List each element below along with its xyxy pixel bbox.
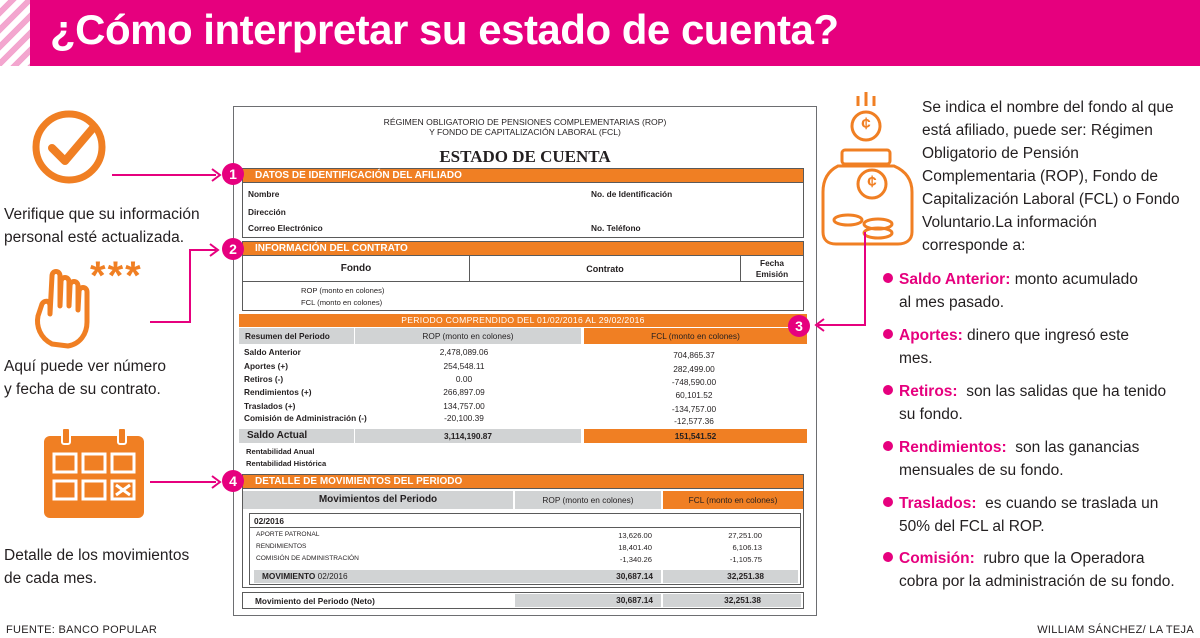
regimen-line-1: RÉGIMEN OBLIGATORIO DE PENSIONES COMPLEMENTARIAS (ROP) [383,117,667,127]
definition-text-line-2: mes. [899,350,933,367]
resumen-row-label: Comisión de Administración (-) [244,413,367,423]
coin-symbol-top: ¢ [861,114,871,133]
resumen-row-fcl: -748,590.00 [671,377,717,387]
coin-symbol-jar: ¢ [867,172,877,191]
left-text-3 [4,544,189,590]
resumen-row-label: Traslados (+) [244,401,296,411]
right-intro-line-6: Voluntario.La información [922,214,1097,231]
neto-rop-cell [515,594,661,607]
asterisks-text: *** [90,254,143,298]
hand-password-icon [28,254,168,350]
sec4-fcl-header: FCL (monto en colones) [688,495,778,505]
definition-term: Saldo Anterior: [899,271,1011,288]
definition-item [883,547,1195,593]
definition-item [883,380,1195,426]
movement-row-label: RENDIMIENTOS [256,543,307,550]
calendar-icon [40,426,150,521]
resumen-row-label: Retiros (-) [244,374,284,384]
fcl-header: FCL (monto en colones) [651,331,740,341]
nombre-label: Nombre [248,189,280,199]
rentabilidad-historica-label: Rentabilidad Histórica [246,459,327,468]
movement-row-label: APORTE PATRONAL [256,531,320,538]
footer-author: WILLIAM SÁNCHEZ/ LA TEJA [1037,624,1194,636]
arrow-head-icon [210,475,222,494]
neto-fcl-cell [663,594,801,607]
definition-term: Retiros: [899,383,958,400]
page-title: ¿Cómo interpretar su estado de cuenta? [50,6,839,53]
bullet-dot-icon [883,497,893,507]
rop-header-cell [355,328,581,344]
right-intro-line-4: Complementaria (ROP), Fondo de [922,168,1159,185]
bullet-dot-icon [883,385,893,395]
coin-jar-icon [820,92,915,252]
rentabilidad-anual-label: Rentabilidad Anual [246,447,315,456]
month-label: 02/2016 [254,516,284,526]
left-text-3-line-1: Detalle de los movimientos [4,547,190,564]
resumen-row-rop: -20,100.39 [444,413,484,423]
left-text-1-line-2: personal esté actualizada. [4,229,185,246]
resumen-row-label: Aportes (+) [244,361,289,371]
section-4-header: DETALLE DE MOVIMIENTOS DEL PERIODO [242,474,804,489]
definition-text-line-1: son las salidas que ha tenido [957,383,1167,400]
estado-de-cuenta-document [233,106,817,616]
resumen-row-rop: 0.00 [455,374,473,384]
movement-row-rop: 13,626.00 [618,531,652,540]
movimientos-inner-box [249,513,801,585]
contrato-header: Contrato [586,264,624,274]
right-intro-line-1: Se indica el nombre del fondo al que [922,99,1174,116]
footer-source: FUENTE: BANCO POPULAR [6,624,158,636]
bullet-dot-icon [883,273,893,283]
definition-text-line-1: son las ganancias [1006,439,1140,456]
definition-text-line-2: cobra por la administración de su fondo. [899,573,1175,590]
correo-label: Correo Electrónico [248,223,323,233]
resumen-header-cell [239,328,354,344]
resumen-row-label: Saldo Anterior [244,347,301,357]
right-intro-line-5: Capitalización Laboral (FCL) o Fondo [922,191,1180,208]
arrow-line-2 [150,240,225,325]
arrow-head-icon [210,168,222,187]
section-2-header: INFORMACIÓN DEL CONTRATO [242,241,804,256]
saldo-actual-label: Saldo Actual [247,430,308,441]
definition-text-line-1: rubro que la Operadora [974,550,1145,567]
periodo-text: PERIODO COMPRENDIDO DEL 01/02/2016 AL 29/02/2016 [401,315,645,325]
movimiento-total-month: 02/2016 [317,571,348,581]
definition-term: Aportes: [899,327,963,344]
definition-text-line-2: al mes pasado. [899,294,1005,311]
neto-fcl: 32,251.38 [724,595,761,605]
month-divider [250,527,800,528]
resumen-row-rop: 266,897.09 [443,387,485,397]
left-text-1-line-1: Verifique que su información [4,206,200,223]
movimientos-header-cell [243,491,513,509]
arrow-line-3 [150,481,216,483]
bullet-dot-icon [883,441,893,451]
movimiento-total-rop-cell [515,570,661,583]
resumen-row-label: Rendimientos (+) [244,387,312,397]
arrow-line-1 [112,174,216,176]
regimen-line-2: Y FONDO DE CAPITALIZACIÓN LABORAL (FCL) [429,127,621,137]
fondo-header: Fondo [340,263,372,274]
movement-row-rop: 18,401.40 [618,543,652,552]
movimiento-total-fcl-cell [663,570,798,583]
telefono-label: No. Teléfono [591,223,641,233]
movement-row-fcl: 6,106.13 [732,543,762,552]
contrato-header-cell [470,256,741,282]
badge-2: 2 [222,238,244,260]
resumen-row-rop: 254,548.11 [443,361,485,371]
resumen-row-fcl: -12,577.36 [674,416,714,426]
neto-box [242,592,804,609]
movimiento-total-rop: 30,687.14 [616,571,653,581]
resumen-row-fcl: 282,499.00 [673,364,715,374]
sec4-fcl-header-cell [663,491,803,509]
section-2-box [242,255,804,311]
section-1-header: DATOS DE IDENTIFICACIÓN DEL AFILIADO [242,168,804,183]
definition-text-line-2: su fondo. [899,406,963,423]
left-text-2 [4,355,166,401]
rop-header: ROP (monto en colones) [422,331,514,341]
definition-item [883,436,1195,482]
resumen-header: Resumen del Periodo [245,331,330,341]
resumen-row-fcl: 60,101.52 [675,390,713,400]
header-banner [0,0,1200,66]
definition-term: Traslados: [899,495,977,512]
definition-text-line-1: es cuando se traslada un [976,495,1159,512]
definition-term: Rendimientos: [899,439,1007,456]
saldo-actual-rop-cell [355,429,581,443]
badge-4: 4 [222,470,244,492]
neto-rop: 30,687.14 [616,595,653,605]
movement-row-label: COMISIÓN DE ADMINISTRACIÓN [256,555,359,562]
fecha-header-line-2: Emisión [755,269,789,279]
saldo-actual-fcl-cell [584,429,807,443]
badge-3: 3 [788,315,810,337]
right-intro-line-3: Obligatorio de Pensión [922,145,1079,162]
bullet-dot-icon [883,552,893,562]
section-4-box [242,488,804,588]
definition-text-line-2: mensuales de su fondo. [899,462,1064,479]
right-intro-text [922,96,1192,257]
fcl-header-cell [584,328,807,344]
direccion-label: Dirección [248,207,286,217]
right-intro-line-7: corresponde a: [922,237,1026,254]
definition-term: Comisión: [899,550,975,567]
fecha-header-cell [741,256,803,282]
rop-contract-row: ROP (monto en colones) [301,286,385,295]
definition-item [883,492,1195,538]
badge-1: 1 [222,163,244,185]
neto-label: Movimiento del Periodo (Neto) [255,596,375,606]
left-text-3-line-2: de cada mes. [4,570,98,587]
movement-row-fcl: 27,251.00 [728,531,762,540]
periodo-bar [239,314,807,327]
resumen-row-fcl: -134,757.00 [671,404,717,414]
identificacion-label: No. de Identificación [591,189,673,199]
definition-item [883,268,1195,314]
definition-text-line-1: monto acumulado [1010,271,1138,288]
movimientos-header: Movimientos del Periodo [318,494,438,505]
movimiento-total-label-cell [254,570,516,583]
definition-text-line-1: dinero que ingresó este [962,327,1130,344]
resumen-row-fcl: 704,865.37 [673,350,715,360]
fecha-header-line-1: Fecha [760,258,784,268]
document-title: ESTADO DE CUENTA [439,147,611,166]
resumen-row-rop: 134,757.00 [443,401,485,411]
sec4-rop-header-cell [515,491,661,509]
fondo-header-cell [243,256,470,282]
saldo-actual-fcl: 151,541.52 [674,431,717,441]
sec4-rop-header: ROP (monto en colones) [542,495,634,505]
movimiento-total-label: MOVIMIENTO [262,571,316,581]
definition-item [883,324,1195,370]
resumen-row-rop: 2,478,089.06 [439,347,489,357]
saldo-actual-rop: 3,114,190.87 [444,431,492,441]
right-intro-line-2: está afiliado, puede ser: Régimen [922,122,1153,139]
definition-text-line-2: 50% del FCL al ROP. [899,518,1045,535]
movement-row-rop: -1,340.26 [619,555,652,564]
movimiento-total-fcl: 32,251.38 [727,571,764,581]
arrow-line-right [810,232,870,336]
saldo-actual-label-cell [239,429,354,443]
left-text-2-line-2: y fecha de su contrato. [4,381,161,398]
bullet-dot-icon [883,329,893,339]
section-1-box [242,182,804,238]
check-circle-icon [30,108,108,186]
fcl-contract-row: FCL (monto en colones) [301,298,383,307]
left-text-2-line-1: Aquí puede ver número [4,358,166,375]
movement-row-fcl: -1,105.75 [729,555,762,564]
